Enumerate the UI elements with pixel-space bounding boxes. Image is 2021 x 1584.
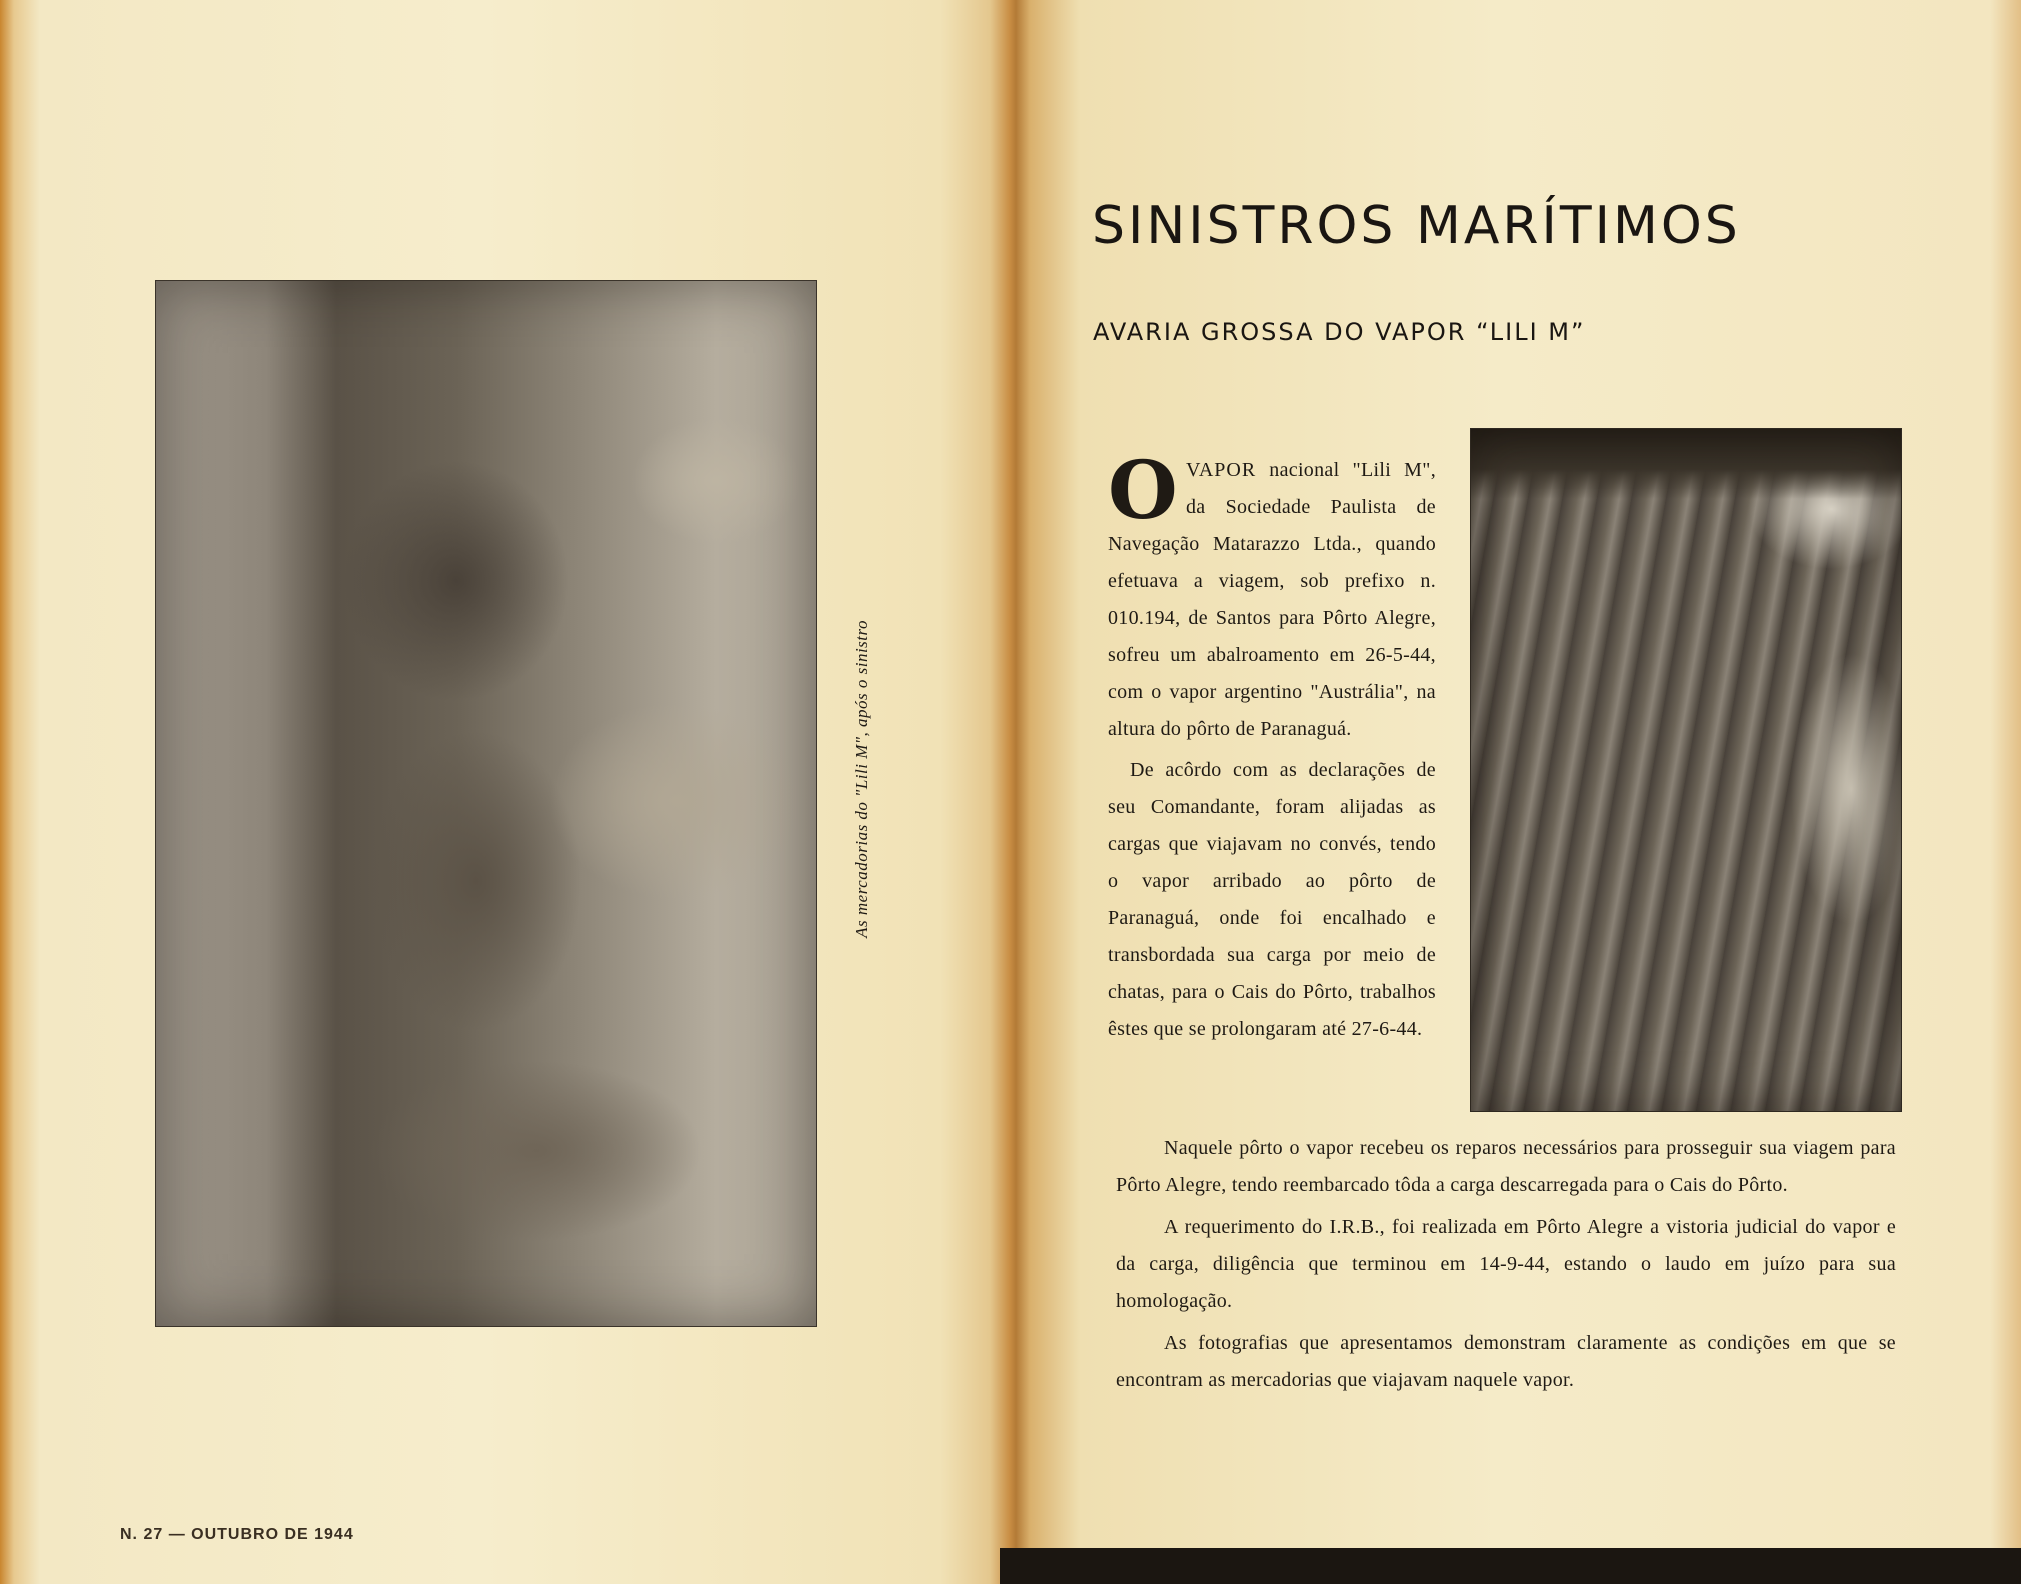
port-dock-photo [1470,428,1902,1112]
paragraph-2: De acôrdo com as declarações de seu Comandante, foram alijadas as cargas que viajavam no convés, tendo o vapor arribado ao pôrto de Paranaguá, onde foi encalhado e transbordada sua carga por meio de chatas, para o Cais do Pôrto, trabalhos êstes que se prolongaram até 27-6-44. [1108,759,1436,1040]
article-section-title: SINISTROS MARÍTIMOS [1092,196,1741,256]
article-column-text [1108,443,1436,1048]
first-word: VAPOR [1186,459,1257,481]
photo-caption-text: As mercadorias do "Lili M", após o sinistro [852,620,871,938]
cargo-damage-photo [155,280,817,1327]
article-wide-text [1116,1130,1896,1399]
paragraph-5: As fotografias que apresentamos demonstram claramente as condições em que se encontram as mercadorias que viajavam naquele vapor. [1116,1332,1896,1391]
paragraph-4: A requerimento do I.R.B., foi realizada em Pôrto Alegre a vistoria judicial do vapor e da carga, diligência que terminou em 14-9-44, estando o laudo em juízo para sua homologação. [1116,1216,1896,1312]
paragraph-1 [1108,443,1436,748]
drop-cap: O [1108,443,1178,537]
photo-caption [852,620,882,990]
left-page-footer: N. 27 — OUTUBRO DE 1944 [120,1526,354,1543]
page-edge-shadow [1000,1548,2021,1584]
paragraph-1-text: nacional "Lili M", da Sociedade Paulista de Navegação Matarazzo Ltda., quando efetuava a viagem, sob prefixo n. 010.194, de Santos para Pôrto Alegre, sofreu um abalroamento em 26-5-44, com o vapor argentino "Austrália", na altura do pôrto de Paranaguá. [1108,459,1436,740]
article-subtitle: AVARIA GROSSA DO VAPOR “LILI M” [1093,318,1586,346]
paragraph-3: Naquele pôrto o vapor recebeu os reparos necessários para prosseguir sua viagem para Pôrto Alegre, tendo reembarcado tôda a carga descarregada para o Cais do Pôrto. [1116,1137,1896,1196]
